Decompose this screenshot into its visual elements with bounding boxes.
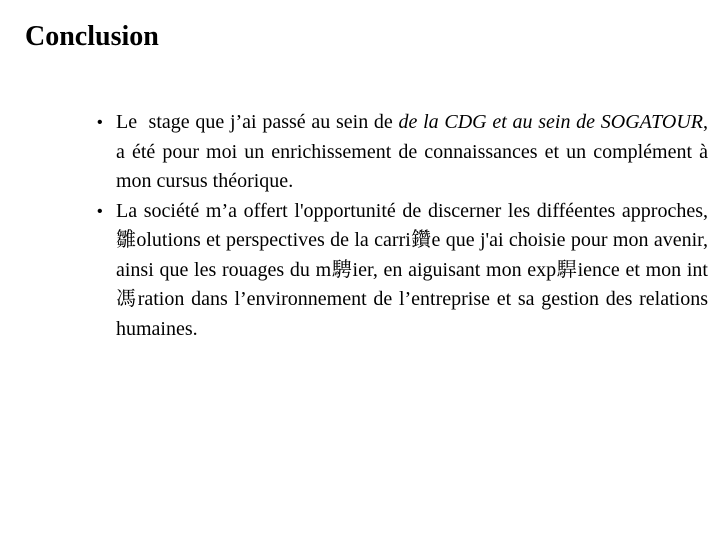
bullet-text-plain: , a été pour moi un enrichissement de connaissances et un complément à mon cursus théorique. xyxy=(116,111,713,192)
bullet-text-italic: de la CDG et au sein de SOGATOUR xyxy=(398,111,703,133)
slide-title: Conclusion xyxy=(25,21,159,52)
bullet-text-plain: La société m’a offert l'opportunité de discerner les difféentes approches, 雛olutions et perspectives de la carri鑽e que j'ai choisie pour mon avenir, ainsi que les rouages du m騁ier, en aiguisant mon exp駻ience et mon int馮ration dans l’environnement de l’entreprise et sa gestion des relations humaines. xyxy=(116,199,713,340)
bullet-list xyxy=(116,108,713,344)
bullet-item xyxy=(116,197,713,345)
bullet-item xyxy=(116,108,713,197)
bullet-text-plain: Le stage que j’ai passé au sein de xyxy=(116,111,399,133)
